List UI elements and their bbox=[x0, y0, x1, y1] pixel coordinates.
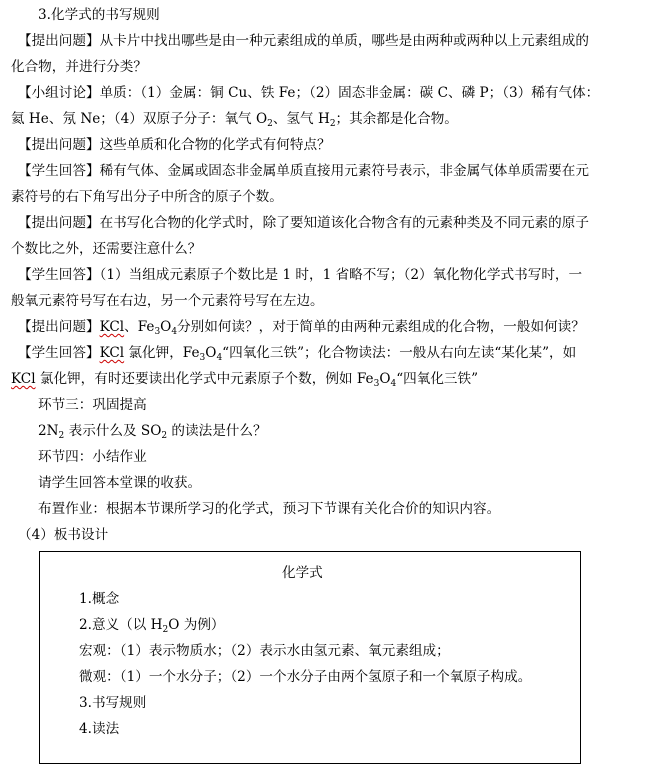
board-item-concept: 1.概念 bbox=[79, 591, 120, 607]
discussion-line-2 bbox=[11, 110, 458, 128]
homework-text: 布置作业：根据本节课所学习的化学式，预习下节课有关化合价的知识内容。 bbox=[38, 501, 501, 517]
subscript: 3 bbox=[154, 327, 161, 337]
board-design-heading: （4）板书设计 bbox=[18, 527, 109, 543]
section-title: 3.化学式的书写规则 bbox=[38, 7, 160, 23]
question-3-line-2: 个数比之外，还需要注意什么？ bbox=[11, 241, 202, 257]
text: “四氧化三铁”；化合物读法：一般从右向左读“某化某”，如 bbox=[222, 345, 577, 361]
board-design-box bbox=[39, 551, 581, 764]
text: 这些单质和化合物的化学式有何特点？ bbox=[99, 137, 331, 153]
subscript: 4 bbox=[171, 327, 178, 337]
stage-3-heading: 环节三：巩固提高 bbox=[38, 397, 147, 413]
text: O bbox=[379, 371, 391, 387]
answer-1-line-2: 素符号的右下角写出分子中所含的原子个数。 bbox=[11, 189, 283, 205]
stage-4-heading: 环节四：小结作业 bbox=[38, 449, 147, 465]
text: （1）当组成元素原子个数比是 1 时，1 省略不写；（2）氧化物化学式书写时，一 bbox=[99, 267, 583, 283]
answer-3-line-1 bbox=[11, 344, 576, 362]
summary-text: 请学生回答本堂课的收获。 bbox=[38, 475, 202, 491]
formula-kcl: KCl bbox=[11, 371, 36, 387]
text: 2N bbox=[38, 423, 59, 439]
text: 单质：（1）金属：铜 Cu、铁 Fe；（2）固态非金属：碳 C、磷 P；（3）稀有气体： bbox=[99, 85, 600, 101]
tag: 【小组讨论】 bbox=[18, 85, 100, 101]
tag: 【学生回答】 bbox=[18, 345, 100, 361]
tag: 【提出问题】 bbox=[18, 137, 100, 153]
text: 的读法是什么？ bbox=[167, 423, 267, 439]
question-1-line-1 bbox=[11, 32, 589, 50]
text: 稀有气体、金属或固态非金属单质直接用元素符号表示，非金属气体单质需要在元 bbox=[99, 163, 589, 179]
tag: 【提出问题】 bbox=[18, 215, 100, 231]
tag: 【提出问题】 bbox=[18, 33, 100, 49]
answer-2-line-1 bbox=[11, 266, 582, 284]
text: O bbox=[205, 345, 217, 361]
subscript: 3 bbox=[373, 379, 380, 389]
subscript: 4 bbox=[216, 353, 223, 363]
discussion-line-1 bbox=[11, 84, 599, 102]
board-micro: 微观：（1）一个水分子；（2）一个水分子由两个氢原子和一个氧原子构成。 bbox=[79, 669, 532, 685]
text: 分别如何读？，对于简单的由两种元素组成的化合物，一般如何读？ bbox=[177, 319, 585, 335]
subscript: 2 bbox=[161, 431, 168, 441]
question-5 bbox=[38, 422, 267, 440]
text: 氯化钾，Fe bbox=[124, 345, 200, 361]
text: 在书写化合物的化学式时，除了要知道该化合物含有的元素种类及不同元素的原子 bbox=[99, 215, 589, 231]
subscript: 2 bbox=[58, 431, 65, 441]
text: 从卡片中找出哪些是由一种元素组成的单质，哪些是由两种或两种以上元素组成的 bbox=[99, 33, 589, 49]
text: O 为例） bbox=[168, 617, 225, 633]
answer-2-line-2: 般氧元素符号写在右边，另一个元素符号写在左边。 bbox=[11, 293, 324, 309]
tag: 【学生回答】 bbox=[18, 267, 100, 283]
subscript: 2 bbox=[329, 119, 336, 129]
tag: 【提出问题】 bbox=[18, 319, 100, 335]
question-3-line-1 bbox=[11, 214, 589, 232]
question-4 bbox=[11, 318, 585, 336]
text: 表示什么及 SO bbox=[64, 423, 162, 439]
text: O bbox=[160, 319, 172, 335]
text: 、氢气 H bbox=[272, 111, 330, 127]
formula-kcl: KCl bbox=[99, 345, 125, 361]
text: 2.意义（以 H bbox=[79, 617, 163, 633]
board-item-writing-rules: 3.书写规则 bbox=[79, 695, 147, 711]
board-item-meaning bbox=[79, 616, 225, 634]
question-2 bbox=[11, 136, 331, 154]
answer-1-line-1 bbox=[11, 162, 589, 180]
text: 、Fe bbox=[124, 319, 155, 335]
board-title: 化学式 bbox=[282, 565, 323, 581]
text: “四氧化三铁” bbox=[396, 371, 479, 387]
subscript: 2 bbox=[267, 119, 273, 129]
text: ；其余都是化合物。 bbox=[335, 111, 458, 127]
text: 氦 He、氖 Ne；（4）双原子分子：氧气 O bbox=[11, 111, 268, 127]
board-item-reading: 4.读法 bbox=[79, 721, 120, 737]
subscript: 2 bbox=[162, 625, 169, 635]
tag: 【学生回答】 bbox=[18, 163, 100, 179]
board-macro: 宏观：（1）表示物质水；（2）表示水由氢元素、氧元素组成； bbox=[79, 643, 450, 659]
formula-kcl: KCl bbox=[99, 319, 125, 335]
text: 氯化钾，有时还要读出化学式中元素原子个数，例如 Fe bbox=[35, 371, 374, 387]
subscript: 3 bbox=[199, 353, 206, 363]
answer-3-line-2 bbox=[11, 370, 478, 388]
subscript: 4 bbox=[390, 379, 397, 389]
question-1-line-2: 化合物，并进行分类？ bbox=[11, 59, 147, 75]
